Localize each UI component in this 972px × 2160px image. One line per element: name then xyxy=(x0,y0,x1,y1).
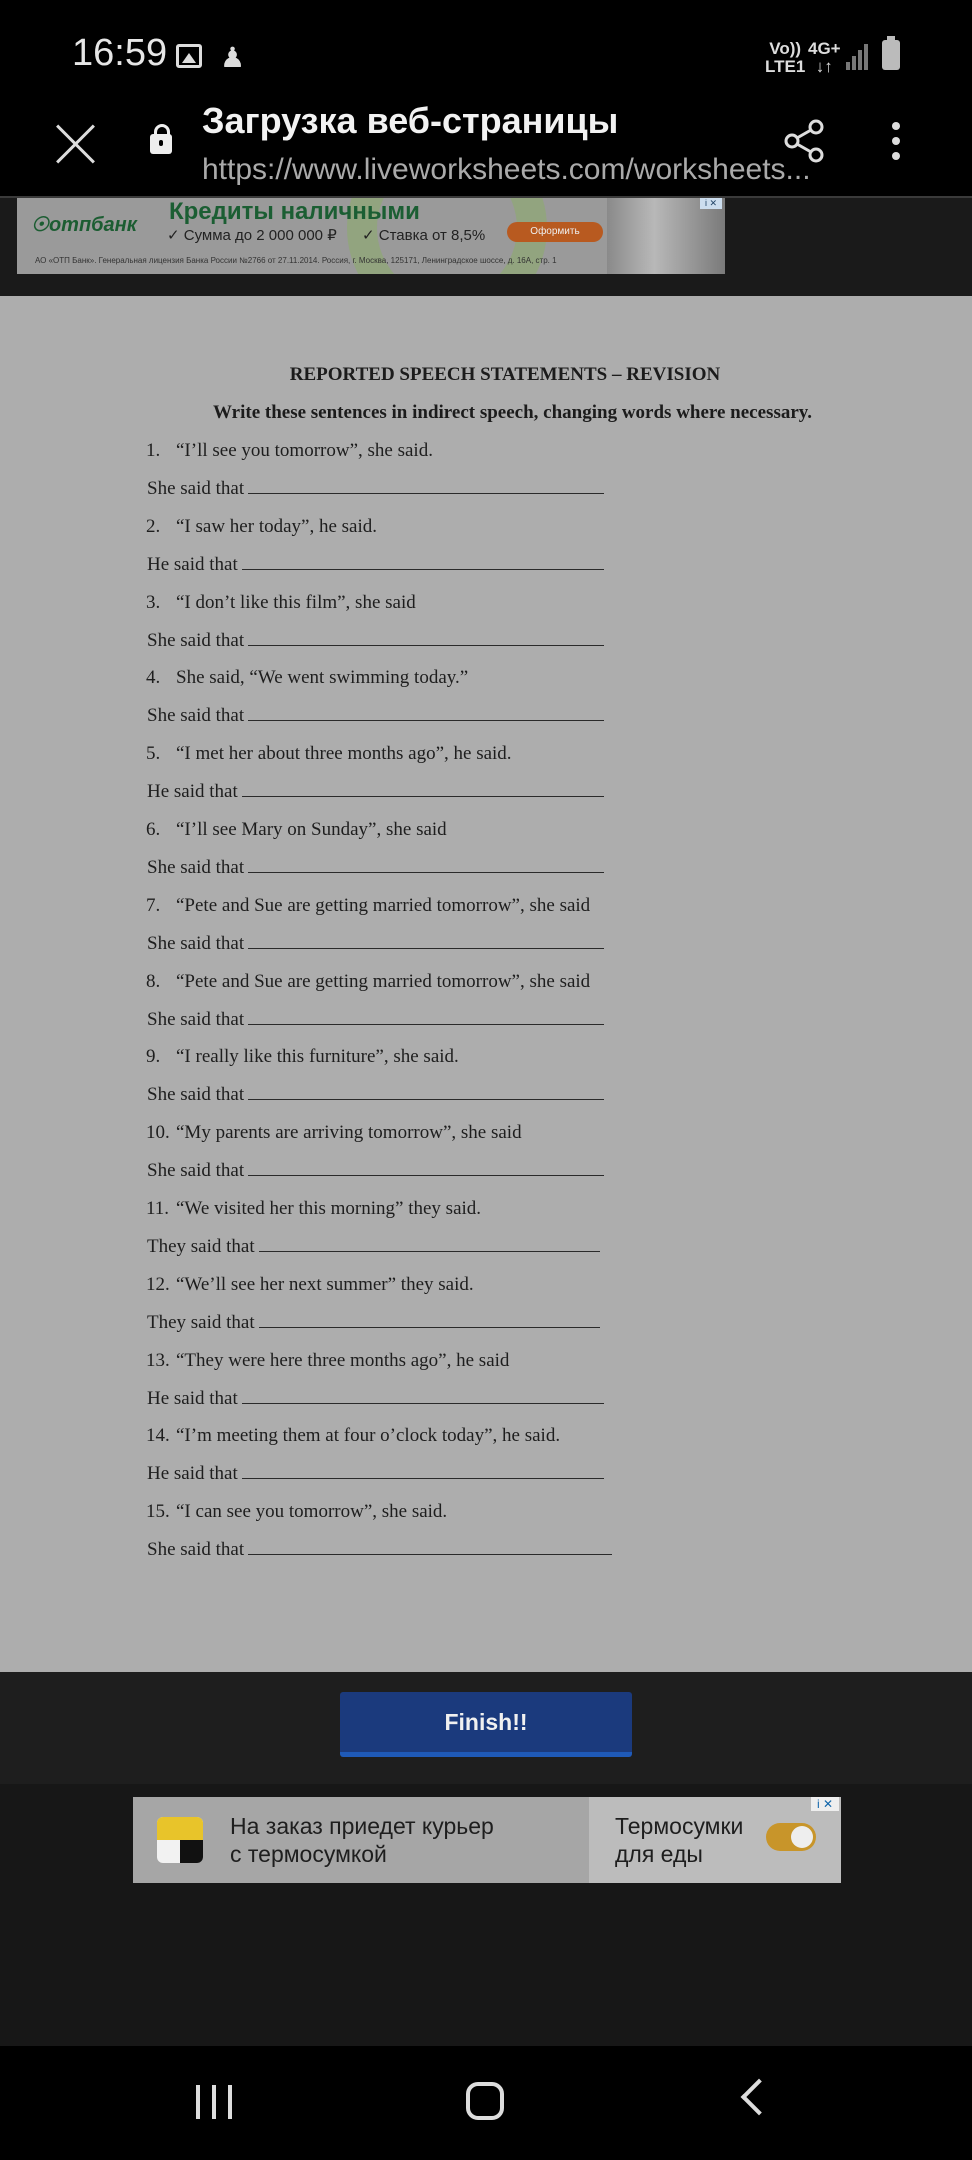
more-options-icon[interactable] xyxy=(880,118,912,164)
adchoices-icon[interactable]: i ✕ xyxy=(700,198,722,209)
user-notification-icon: ♟ xyxy=(220,42,246,73)
question-text: “They were here three months ago”, he said xyxy=(176,1350,510,1371)
answer-row xyxy=(147,1463,604,1485)
ad-side-text: Термосумки для еды xyxy=(615,1813,744,1867)
question-item xyxy=(146,1198,481,1220)
question-item xyxy=(146,667,468,689)
question-number: 1. xyxy=(146,440,161,461)
answer-input[interactable] xyxy=(248,934,604,949)
question-number: 14. xyxy=(146,1425,170,1446)
question-item xyxy=(146,516,377,538)
page-url[interactable]: https://www.liveworksheets.com/worksheets... xyxy=(202,153,811,186)
question-text: “I’ll see Mary on Sunday”, she said xyxy=(176,819,447,840)
answer-prefix: She said that xyxy=(147,630,245,651)
ad-photo xyxy=(607,198,725,274)
answer-row xyxy=(147,630,604,652)
question-text: “We’ll see her next summer” they said. xyxy=(176,1274,474,1295)
status-bar xyxy=(0,0,972,110)
answer-prefix: She said that xyxy=(147,1009,245,1030)
question-item xyxy=(146,1046,459,1068)
answer-row xyxy=(147,1009,604,1031)
close-icon[interactable] xyxy=(50,118,102,170)
answer-input[interactable] xyxy=(248,706,604,721)
question-number: 2. xyxy=(146,516,161,537)
question-item xyxy=(146,743,512,765)
answer-row xyxy=(147,1388,604,1410)
answer-prefix: She said that xyxy=(147,857,245,878)
answer-prefix: They said that xyxy=(147,1312,255,1333)
worksheet-title: REPORTED SPEECH STATEMENTS – REVISION xyxy=(289,364,721,385)
adchoices-icon[interactable]: i ✕ xyxy=(811,1797,839,1811)
ad-banner-top[interactable] xyxy=(17,198,725,274)
question-item xyxy=(146,592,416,614)
answer-input[interactable] xyxy=(242,1464,604,1479)
answer-prefix: He said that xyxy=(147,1463,238,1484)
answer-input[interactable] xyxy=(259,1313,600,1328)
image-icon xyxy=(176,44,202,68)
recent-apps-icon[interactable] xyxy=(196,2085,232,2119)
answer-input[interactable] xyxy=(242,1389,604,1404)
question-number: 12. xyxy=(146,1274,170,1295)
answer-input[interactable] xyxy=(248,631,604,646)
question-text: “I really like this furniture”, she said. xyxy=(176,1046,459,1067)
question-item xyxy=(146,1274,474,1296)
answer-prefix: He said that xyxy=(147,1388,238,1409)
finish-button[interactable]: Finish!! xyxy=(340,1692,632,1757)
question-number: 3. xyxy=(146,592,161,613)
question-number: 15. xyxy=(146,1501,170,1522)
answer-input[interactable] xyxy=(248,1161,604,1176)
signal-icon xyxy=(846,44,868,70)
question-text: “I’m meeting them at four o’clock today”, he said. xyxy=(176,1425,561,1446)
answer-row xyxy=(147,857,604,879)
question-number: 4. xyxy=(146,667,161,688)
question-item xyxy=(146,1122,522,1144)
answer-prefix: She said that xyxy=(147,933,245,954)
ad-check-rate: ✓ Ставка от 8,5% xyxy=(362,227,486,244)
answer-input[interactable] xyxy=(242,555,604,570)
answer-prefix: She said that xyxy=(147,1084,245,1105)
question-number: 11. xyxy=(146,1198,170,1219)
question-number: 10. xyxy=(146,1122,170,1143)
question-text: “I’ll see you tomorrow”, she said. xyxy=(176,440,433,461)
answer-row xyxy=(147,478,604,500)
lock-icon[interactable] xyxy=(150,134,172,154)
question-text: She said, “We went swimming today.” xyxy=(176,667,469,688)
answer-prefix: She said that xyxy=(147,1160,245,1181)
answer-row xyxy=(147,1539,612,1561)
question-text: “I met her about three months ago”, he said. xyxy=(176,743,512,764)
answer-input[interactable] xyxy=(248,1540,612,1555)
ad-text: На заказ приедет курьер с термосумкой xyxy=(230,1813,494,1867)
battery-icon xyxy=(882,40,900,70)
answer-row xyxy=(147,1312,600,1334)
question-item xyxy=(146,819,447,841)
answer-row xyxy=(147,1084,604,1106)
question-text: “I don’t like this film”, she said xyxy=(176,592,416,613)
answer-prefix: He said that xyxy=(147,781,238,802)
question-item xyxy=(146,1425,560,1447)
answer-input[interactable] xyxy=(248,479,604,494)
question-item xyxy=(146,971,590,993)
question-number: 9. xyxy=(146,1046,161,1067)
question-item xyxy=(146,440,433,462)
question-number: 8. xyxy=(146,971,161,992)
answer-row xyxy=(147,1236,600,1258)
network-indicator: Vo)) LTE1 xyxy=(765,39,806,76)
question-number: 6. xyxy=(146,819,161,840)
answer-input[interactable] xyxy=(248,1010,604,1025)
ad-fineprint: АО «ОТП Банк». Генеральная лицензия Банка России №2766 от 27.11.2014. Россия, г. Москва, 125171, Ленинградское шоссе, д. 16А, стр. 1 xyxy=(35,256,557,265)
question-item xyxy=(146,895,590,917)
question-text: “I can see you tomorrow”, she said. xyxy=(176,1501,448,1522)
question-text: “My parents are arriving tomorrow”, she said xyxy=(176,1122,522,1143)
home-icon[interactable] xyxy=(466,2082,504,2120)
answer-input[interactable] xyxy=(259,1237,600,1252)
answer-row xyxy=(147,933,604,955)
answer-input[interactable] xyxy=(248,1085,604,1100)
clock: 16:59 xyxy=(72,32,168,74)
question-number: 7. xyxy=(146,895,161,916)
ad-headline: Кредиты наличными xyxy=(169,198,420,225)
answer-row xyxy=(147,705,604,727)
answer-prefix: She said that xyxy=(147,705,245,726)
question-item xyxy=(146,1501,447,1523)
question-number: 13. xyxy=(146,1350,170,1371)
answer-prefix: She said that xyxy=(147,478,245,499)
ad-apply-button[interactable]: Оформить xyxy=(507,222,603,242)
answer-input[interactable] xyxy=(248,858,604,873)
ad-banner-bottom[interactable] xyxy=(133,1797,841,1883)
ad-logo: ☉ отпбанк xyxy=(31,212,137,237)
answer-prefix: He said that xyxy=(147,554,238,575)
ad-brand-logo xyxy=(157,1817,203,1863)
answer-prefix: They said that xyxy=(147,1236,255,1257)
worksheet-instruction: Write these sentences in indirect speech, changing words where necessary. xyxy=(213,402,812,423)
page-title: Загрузка веб-страницы xyxy=(202,100,619,141)
share-icon[interactable] xyxy=(782,118,828,164)
answer-row xyxy=(147,554,604,576)
answer-row xyxy=(147,1160,604,1182)
toggle-icon xyxy=(766,1823,816,1851)
question-text: “We visited her this morning” they said. xyxy=(176,1198,482,1219)
question-number: 5. xyxy=(146,743,161,764)
question-text: “Pete and Sue are getting married tomorrow”, she said xyxy=(176,971,591,992)
answer-row xyxy=(147,781,604,803)
answer-input[interactable] xyxy=(242,782,604,797)
answer-prefix: She said that xyxy=(147,1539,245,1560)
question-text: “Pete and Sue are getting married tomorrow”, she said xyxy=(176,895,591,916)
question-text: “I saw her today”, he said. xyxy=(176,516,378,537)
data-indicator: 4G+ ↓↑ xyxy=(808,39,841,76)
ad-check-amount: ✓ Сумма до 2 000 000 ₽ xyxy=(167,227,337,244)
question-item xyxy=(146,1350,509,1372)
